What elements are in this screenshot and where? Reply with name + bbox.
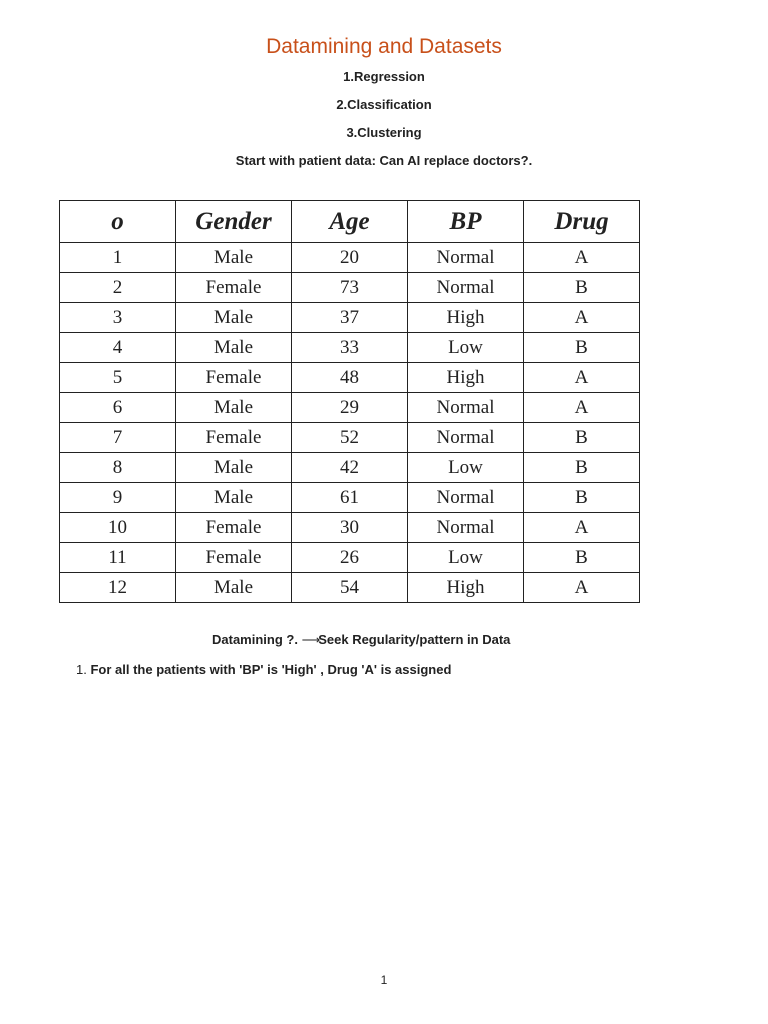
cell-drug: B: [524, 483, 640, 513]
arrow-icon: ⟶: [301, 632, 319, 647]
cell-bp: Normal: [408, 273, 524, 303]
table-row: [60, 333, 640, 363]
cell-age: 42: [292, 453, 408, 483]
cell-bp: High: [408, 303, 524, 333]
cell-age: 48: [292, 363, 408, 393]
cell-bp: Normal: [408, 393, 524, 423]
table-row: [60, 543, 640, 573]
cell-id: 4: [60, 333, 176, 363]
table-header-row: [60, 201, 640, 243]
table-row: [60, 303, 640, 333]
cell-drug: B: [524, 423, 640, 453]
table-row: [60, 483, 640, 513]
patient-table: [59, 200, 640, 603]
cell-id: 1: [60, 243, 176, 273]
cell-drug: A: [524, 303, 640, 333]
cell-id: 10: [60, 513, 176, 543]
cell-gender: Female: [176, 543, 292, 573]
cell-gender: Male: [176, 333, 292, 363]
cell-drug: A: [524, 363, 640, 393]
cell-age: 73: [292, 273, 408, 303]
cell-bp: Normal: [408, 513, 524, 543]
page-number: 1: [380, 973, 388, 987]
cell-age: 33: [292, 333, 408, 363]
table-row: [60, 453, 640, 483]
cell-id: 3: [60, 303, 176, 333]
cell-bp: Normal: [408, 243, 524, 273]
finding-number: 1.: [76, 662, 87, 677]
cell-id: 6: [60, 393, 176, 423]
cell-age: 52: [292, 423, 408, 453]
cell-drug: A: [524, 513, 640, 543]
cell-gender: Male: [176, 243, 292, 273]
header-gender: Gender: [176, 201, 292, 243]
cell-gender: Female: [176, 423, 292, 453]
cell-id: 8: [60, 453, 176, 483]
cell-id: 11: [60, 543, 176, 573]
header-age: Age: [292, 201, 408, 243]
finding-item: [76, 662, 451, 677]
page-title: Datamining and Datasets: [266, 35, 502, 58]
table-row: [60, 423, 640, 453]
intro-text: Start with patient data: Can AI replace doctors?.: [235, 153, 533, 168]
table-row: [60, 513, 640, 543]
header-bp: BP: [408, 201, 524, 243]
cell-bp: Normal: [408, 483, 524, 513]
datamining-note: [212, 632, 510, 648]
cell-id: 7: [60, 423, 176, 453]
cell-bp: High: [408, 573, 524, 603]
cell-drug: B: [524, 273, 640, 303]
cell-drug: A: [524, 573, 640, 603]
list-item-clustering: 3.Clustering: [346, 125, 422, 140]
cell-id: 12: [60, 573, 176, 603]
cell-gender: Female: [176, 273, 292, 303]
header-drug: Drug: [524, 201, 640, 243]
cell-age: 61: [292, 483, 408, 513]
note-left: Datamining ?.: [212, 632, 298, 647]
cell-age: 26: [292, 543, 408, 573]
table-row: [60, 243, 640, 273]
header-id: o: [60, 201, 176, 243]
table-row: [60, 573, 640, 603]
list-item-classification: 2.Classification: [336, 97, 432, 112]
cell-age: 30: [292, 513, 408, 543]
cell-age: 20: [292, 243, 408, 273]
note-right: Seek Regularity/pattern in Data: [318, 632, 511, 647]
cell-drug: A: [524, 243, 640, 273]
cell-gender: Female: [176, 513, 292, 543]
list-item-regression: 1.Regression: [343, 69, 425, 84]
cell-gender: Male: [176, 303, 292, 333]
cell-id: 5: [60, 363, 176, 393]
cell-id: 2: [60, 273, 176, 303]
cell-age: 37: [292, 303, 408, 333]
cell-drug: B: [524, 453, 640, 483]
cell-bp: Low: [408, 333, 524, 363]
table-row: [60, 363, 640, 393]
cell-drug: B: [524, 333, 640, 363]
cell-gender: Male: [176, 393, 292, 423]
table-row: [60, 393, 640, 423]
cell-age: 54: [292, 573, 408, 603]
cell-bp: High: [408, 363, 524, 393]
table-row: [60, 273, 640, 303]
cell-drug: B: [524, 543, 640, 573]
finding-text: For all the patients with 'BP' is 'High' , Drug 'A' is assigned: [90, 662, 452, 677]
cell-gender: Male: [176, 573, 292, 603]
cell-gender: Female: [176, 363, 292, 393]
cell-gender: Male: [176, 483, 292, 513]
cell-age: 29: [292, 393, 408, 423]
cell-bp: Low: [408, 453, 524, 483]
cell-bp: Low: [408, 543, 524, 573]
cell-gender: Male: [176, 453, 292, 483]
cell-id: 9: [60, 483, 176, 513]
cell-bp: Normal: [408, 423, 524, 453]
cell-drug: A: [524, 393, 640, 423]
